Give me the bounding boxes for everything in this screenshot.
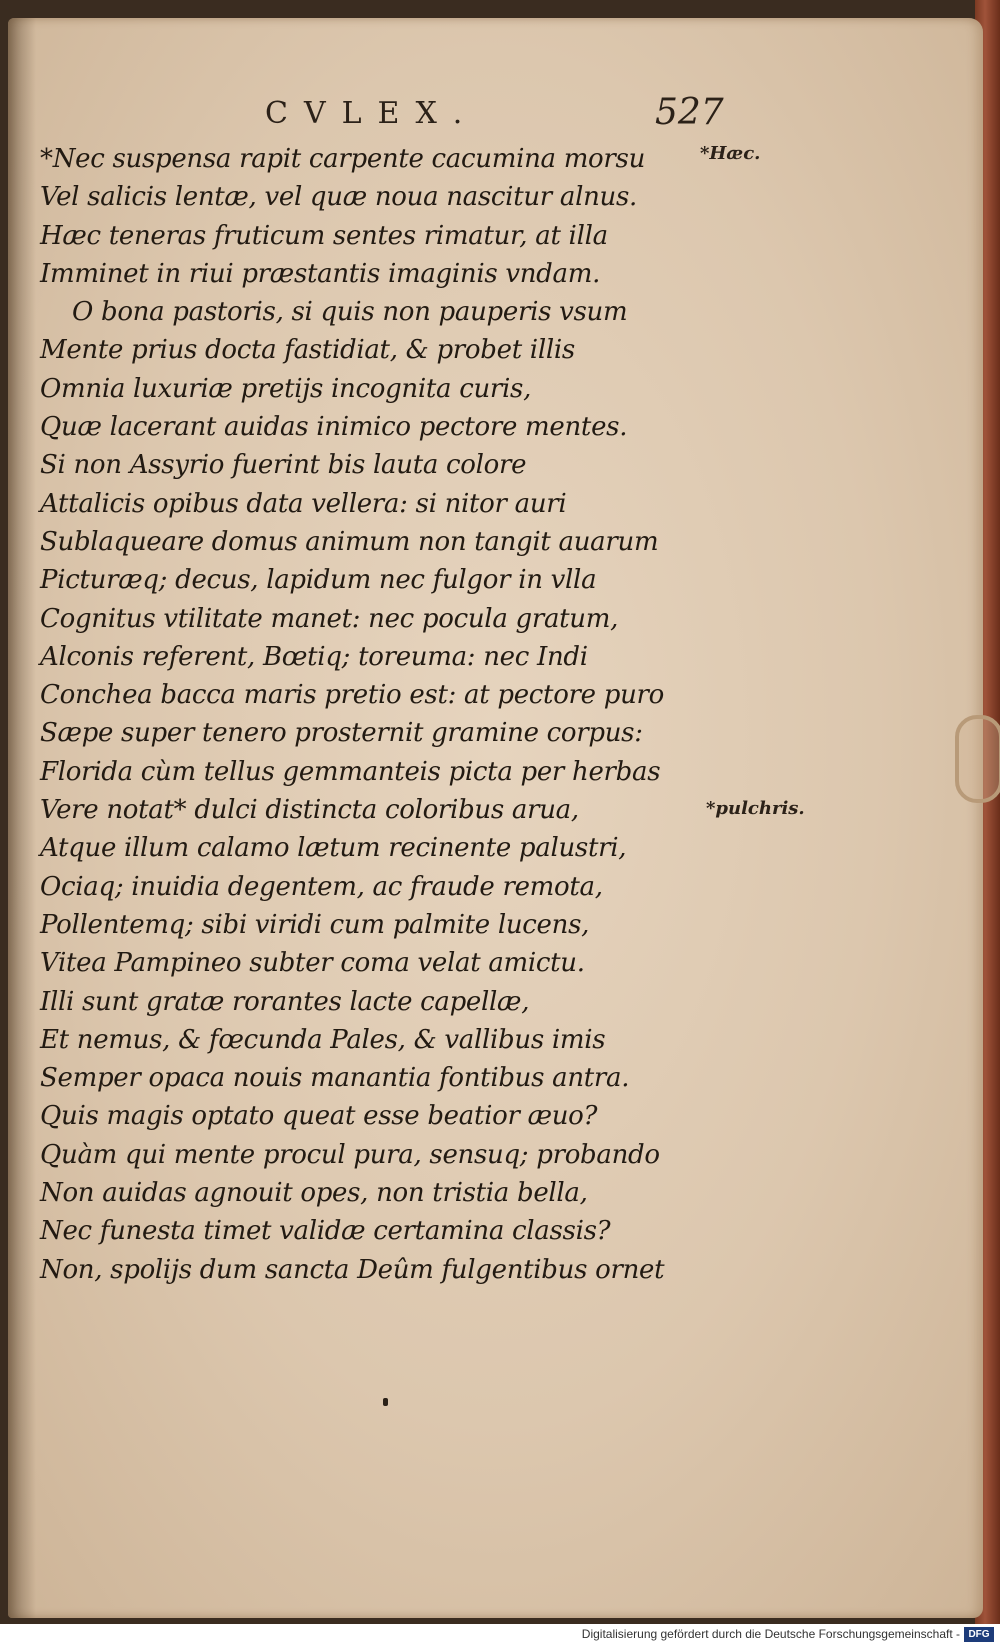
verse-line: Quis magis optato queat esse beatior æuo? [40,1101,598,1132]
verse-line: Vel salicis lentæ, vel quæ noua nascitur alnus. [40,182,638,213]
verse-line: Et nemus, & fœcunda Pales, & vallibus imis [40,1024,606,1055]
verse-line: Atque illum calamo lætum recinente palustri, [40,833,627,864]
verse-line: Hæc teneras fruticum sentes rimatur, at illa [40,220,608,251]
verse-line: Alconis referent, Bœtiq; toreuma: nec Indi [40,641,588,672]
dfg-logo: DFG [964,1627,994,1642]
marginal-note: *Hæc. [700,143,761,164]
verse-line: Picturæq; decus, lapidum nec fulgor in vlla [40,565,597,596]
verse-line: Conchea bacca maris pretio est: at pectore puro [40,680,664,711]
verse-line: Illi sunt gratæ rorantes lacte capellæ, [40,986,530,1017]
book-clasp [955,715,1000,803]
verse-line: Sublaqueare domus animum non tangit auarum [40,526,659,557]
ink-dot [383,1398,388,1406]
verse-line: Mente prius docta fastidiat, & probet illis [40,335,575,366]
verse-line: Quæ lacerant auidas inimico pectore mentes. [40,412,628,443]
verse-line: Non, spolijs dum sancta Deûm fulgentibus ornet [40,1254,665,1285]
verse-line: Quàm qui mente procul pura, sensuq; probando [40,1139,660,1170]
marginal-note: *pulchris. [706,798,805,819]
digitization-footer [0,1624,1000,1646]
page-gutter [8,18,36,1618]
running-head: CVLEX. [265,96,479,131]
verse-line: Imminet in riui præstantis imaginis vndam. [40,258,601,289]
page-number: 527 [655,92,724,133]
verse-text [40,140,720,1289]
verse-line: Nec funesta timet validæ certamina classis? [40,1216,611,1247]
verse-line: Pollentemq; sibi viridi cum palmite lucens, [40,909,590,940]
verse-line: Si non Assyrio fuerint bis lauta colore [40,450,527,481]
verse-line: Vitea Pampineo subter coma velat amictu. [40,948,585,979]
verse-line: Florida cùm tellus gemmanteis picta per herbas [40,756,661,787]
verse-line: Omnia luxuriæ pretijs incognita curis, [40,373,532,404]
verse-line: *Nec suspensa rapit carpente cacumina morsu [40,144,646,174]
verse-line: Non auidas agnouit opes, non tristia bella, [40,1178,588,1209]
verse-line: Cognitus vtilitate manet: nec pocula gratum, [40,603,619,634]
verse-line: Attalicis opibus data vellera: si nitor auri [40,488,567,519]
verse-line: Ociaq; inuidia degentem, ac fraude remota, [40,871,603,902]
verse-line: Semper opaca nouis manantia fontibus antra. [40,1063,630,1094]
funding-credit: Digitalisierung gefördert durch die Deutsche Forschungsgemeinschaft - [581,1627,960,1641]
verse-line: Sæpe super tenero prosternit gramine corpus: [40,718,643,749]
verse-line: Vere notat* dulci distincta coloribus arua, [40,795,579,826]
verse-line: O bona pastoris, si quis non pauperis vsum [72,297,628,328]
